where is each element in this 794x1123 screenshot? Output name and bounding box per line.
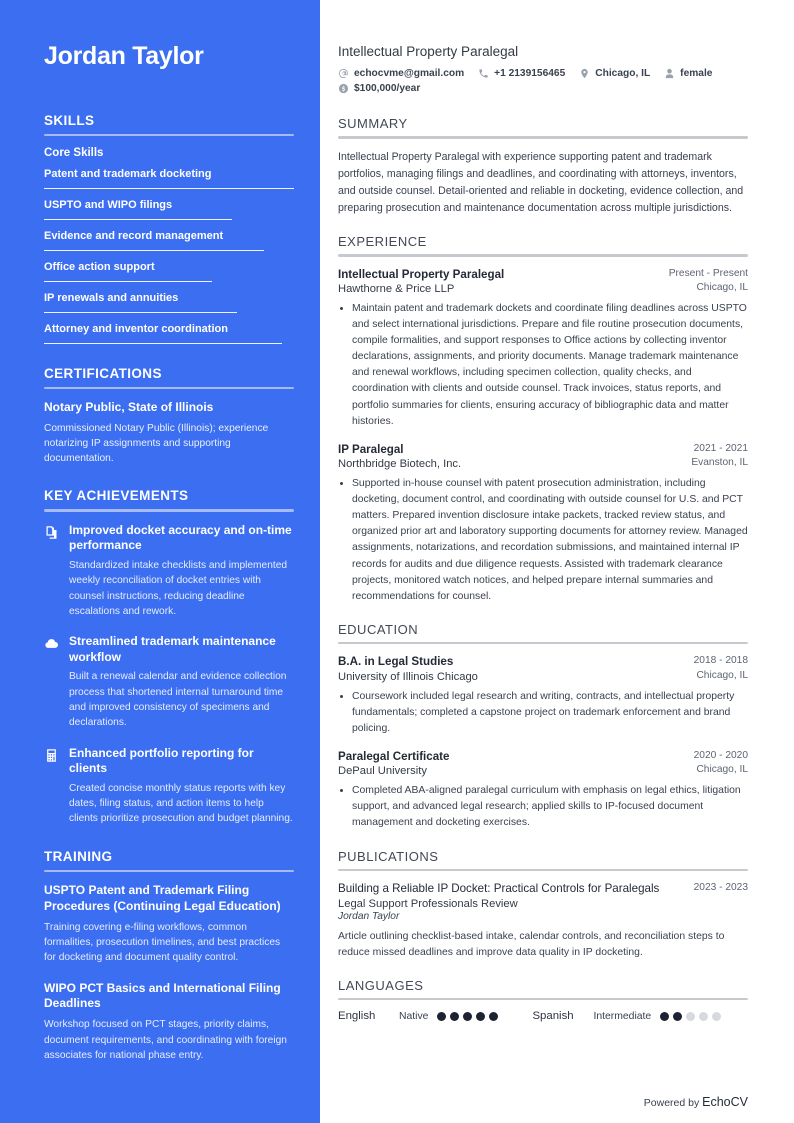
footer-branding bbox=[644, 1095, 748, 1109]
sidebar bbox=[0, 0, 320, 1123]
languages-list bbox=[338, 1010, 748, 1022]
summary-rule bbox=[338, 136, 748, 139]
training-heading: TRAINING bbox=[44, 848, 113, 864]
education-list bbox=[338, 654, 748, 831]
key-achievements-list bbox=[44, 523, 294, 827]
language-level-dot bbox=[437, 1012, 446, 1021]
key-achievement-title: Improved docket accuracy and on-time performance bbox=[69, 522, 292, 553]
entry-location: Chicago, IL bbox=[696, 669, 748, 681]
certifications-rule bbox=[44, 387, 294, 390]
language-level-dot bbox=[660, 1012, 669, 1021]
entry-title: IP Paralegal bbox=[338, 442, 404, 456]
entry-dates: Present - Present bbox=[668, 267, 748, 279]
key-achievement-description: Created concise monthly status reports with key dates, filing status, and action items to help clients prioritize prosecution and budget planning. bbox=[69, 782, 293, 825]
footer-brand: EchoCV bbox=[702, 1095, 748, 1109]
training-description: Workshop focused on PCT stages, priority claims, document requirements, and coordinating with foreign associates for national phase entry. bbox=[44, 1019, 287, 1061]
publication-dates: 2023 - 2023 bbox=[693, 882, 748, 894]
contact-item[interactable] bbox=[579, 68, 650, 79]
skill-level-bar bbox=[44, 312, 237, 313]
skill-label: Attorney and inventor coordination bbox=[44, 322, 228, 335]
skill-item bbox=[44, 230, 294, 251]
training-item bbox=[44, 981, 294, 1064]
entry-location: Chicago, IL bbox=[696, 281, 748, 293]
person-icon bbox=[664, 68, 675, 79]
language-level-dots bbox=[660, 1012, 721, 1021]
skill-item bbox=[44, 261, 294, 282]
entry-dates: 2021 - 2021 bbox=[693, 442, 748, 454]
contact-value: female bbox=[680, 68, 713, 79]
language-level-dot bbox=[476, 1012, 485, 1021]
sidebar-section-training bbox=[44, 849, 294, 1064]
skill-label: Patent and trademark docketing bbox=[44, 168, 212, 181]
bullet-item: • Maintain patent and trademark dockets and coordinate filing deadlines across USPTO and select international jurisdictions. Prepare and file routine prosecution documents, compile formalities, and support responses to Office actions by collecting inventor declarations, assignments, and priority documents. Manage trademark maintenance and renewal workflows, including specimen collection, quality checks, and coordination with clients and outside counsel. Track invoices, status reports, and portfolio summaries for clients, ensuring accuracy of bibliographic data and matter histories. bbox=[352, 301, 748, 430]
skill-level-bar bbox=[44, 250, 264, 251]
cloud-icon bbox=[44, 636, 59, 651]
skill-level-bar bbox=[44, 188, 294, 189]
contact-value: echocvme@gmail.com bbox=[354, 68, 465, 79]
language-level: Native bbox=[399, 1010, 429, 1022]
entry-title: B.A. in Legal Studies bbox=[338, 655, 454, 669]
sidebar-section-key-achievements bbox=[44, 488, 294, 826]
certification-item bbox=[44, 400, 294, 466]
publication-entry bbox=[338, 881, 748, 961]
contact-value: +1 2139156465 bbox=[494, 68, 566, 79]
key-achievement-title: Enhanced portfolio reporting for clients bbox=[69, 745, 254, 776]
bullet-item: • Coursework included legal research and writing, contracts, and intellectual property fundamentals; completed a capstone project on trademark enforcement and brand policing. bbox=[352, 689, 748, 737]
certification-name: Notary Public, State of Illinois bbox=[44, 400, 214, 415]
entry-title: Intellectual Property Paralegal bbox=[338, 267, 505, 281]
education-heading: EDUCATION bbox=[338, 621, 419, 637]
publication-author: Jordan Taylor bbox=[338, 910, 400, 922]
language-level-dots bbox=[437, 1012, 498, 1021]
location-pin-icon bbox=[579, 68, 590, 79]
candidate-name: Jordan Taylor bbox=[44, 42, 204, 70]
sidebar-section-certifications bbox=[44, 366, 294, 466]
languages-rule bbox=[338, 998, 748, 1001]
certifications-list bbox=[44, 400, 294, 466]
language-item bbox=[338, 1010, 498, 1022]
salary-icon bbox=[338, 83, 349, 94]
language-level-dot bbox=[463, 1012, 472, 1021]
training-title: WIPO PCT Basics and International Filing Deadlines bbox=[44, 980, 281, 1011]
training-list bbox=[44, 883, 294, 1063]
skill-label: Office action support bbox=[44, 261, 155, 274]
summary-heading: SUMMARY bbox=[338, 116, 408, 131]
training-rule bbox=[44, 870, 294, 873]
calculator-icon bbox=[44, 748, 59, 763]
job-headline: Intellectual Property Paralegal bbox=[338, 44, 519, 59]
skill-label: IP renewals and annuities bbox=[44, 292, 179, 304]
contact-value: $100,000/year bbox=[354, 83, 421, 94]
language-name: Spanish bbox=[532, 1010, 574, 1023]
publication-journal: Legal Support Professionals Review bbox=[338, 897, 518, 910]
skill-label: Evidence and record management bbox=[44, 230, 224, 243]
skill-item bbox=[44, 323, 294, 344]
entry-organization: Hawthorne & Price LLP bbox=[338, 282, 455, 295]
clipboard-copy-icon bbox=[44, 525, 59, 540]
contact-list bbox=[338, 68, 748, 94]
skill-label: USPTO and WIPO filings bbox=[44, 199, 173, 212]
experience-rule bbox=[338, 254, 748, 257]
skills-list bbox=[44, 168, 294, 344]
key-achievement-description: Built a renewal calendar and evidence collection process that shortened internal turnaround time and improved consistency of specimens and declarations. bbox=[69, 671, 287, 729]
key-achievement-item bbox=[44, 634, 294, 730]
language-level-dot bbox=[673, 1012, 682, 1021]
training-title: USPTO Patent and Trademark Filing Procedures (Continuing Legal Education) bbox=[44, 883, 281, 913]
skills-group-label: Core Skills bbox=[44, 147, 104, 160]
language-level-dot bbox=[712, 1012, 721, 1021]
entry-title: Paralegal Certificate bbox=[338, 750, 450, 764]
email-icon bbox=[338, 68, 349, 79]
language-name: English bbox=[338, 1010, 376, 1023]
sidebar-section-skills bbox=[44, 113, 294, 344]
key-achievement-description: Standardized intake checklists and implemented weekly reconciliation of docket entries with counsel instructions, reducing deadline escalations and rework. bbox=[69, 559, 288, 617]
key-achievements-heading: KEY ACHIEVEMENTS bbox=[44, 488, 189, 504]
languages-heading: LANGUAGES bbox=[338, 977, 424, 993]
training-item bbox=[44, 883, 294, 966]
entry-bullets bbox=[338, 301, 748, 430]
section-experience bbox=[338, 234, 748, 605]
contact-item[interactable] bbox=[338, 68, 464, 79]
certifications-heading: CERTIFICATIONS bbox=[44, 365, 162, 381]
publications-list bbox=[338, 881, 748, 961]
education-entry bbox=[338, 749, 748, 832]
key-achievement-item bbox=[44, 523, 294, 619]
training-description: Training covering e-filing workflows, common formalities, prosecution timelines, and best practices for docketing and document quality control. bbox=[44, 921, 281, 964]
contact-item[interactable] bbox=[478, 68, 565, 79]
experience-entry bbox=[338, 267, 748, 430]
skill-level-bar bbox=[44, 281, 212, 282]
skill-level-bar bbox=[44, 219, 232, 220]
skills-heading: SKILLS bbox=[44, 112, 95, 128]
key-achievement-title: Streamlined trademark maintenance workflow bbox=[69, 634, 276, 664]
entry-organization: Northbridge Biotech, Inc. bbox=[338, 457, 462, 470]
entry-dates: 2020 - 2020 bbox=[693, 750, 748, 762]
entry-organization: DePaul University bbox=[338, 765, 427, 778]
publication-title: Building a Reliable IP Docket: Practical Controls for Paralegals bbox=[338, 882, 660, 896]
language-level-dot bbox=[489, 1012, 498, 1021]
experience-list bbox=[338, 267, 748, 605]
language-level: Intermediate bbox=[593, 1010, 652, 1022]
main-column bbox=[320, 0, 794, 1123]
language-level-dot bbox=[686, 1012, 695, 1021]
entry-dates: 2018 - 2018 bbox=[693, 655, 748, 667]
footer-prefix: Powered by bbox=[643, 1097, 703, 1109]
entry-location: Evanston, IL bbox=[691, 456, 748, 468]
language-level-dot bbox=[450, 1012, 459, 1021]
key-achievement-item bbox=[44, 746, 294, 827]
certification-description: Commissioned Notary Public (Illinois); experience notarizing IP assignments and supporting documentation. bbox=[44, 422, 269, 465]
language-level-dot bbox=[699, 1012, 708, 1021]
contact-value: Chicago, IL bbox=[595, 68, 651, 79]
entry-bullets bbox=[338, 689, 748, 737]
entry-location: Chicago, IL bbox=[696, 764, 748, 776]
experience-entry bbox=[338, 442, 748, 605]
section-summary bbox=[338, 116, 748, 217]
bullet-item: • Supported in-house counsel with patent prosecution administration, including docketing, document control, and coordinating with outside counsel for U.S. and PCT matters. Prepared invention disclosure intake packets, tracked review status, and organized prior art and laboratory supporting documents for attorney review. Managed assignments, notarizations, and recordation submissions, and maintained internal IP records for audits and due diligence requests. Assisted with trademark clearance projects, monitored watch notices, and helped prepare internal summaries and recommendations for counsel. bbox=[352, 476, 748, 605]
experience-heading: EXPERIENCE bbox=[338, 234, 427, 250]
publications-heading: PUBLICATIONS bbox=[338, 848, 439, 864]
contact-item[interactable] bbox=[664, 68, 712, 79]
skill-item bbox=[44, 292, 294, 313]
phone-icon bbox=[478, 68, 489, 79]
skills-rule bbox=[44, 134, 294, 137]
language-item bbox=[532, 1010, 721, 1022]
publications-rule bbox=[338, 869, 748, 872]
skill-item bbox=[44, 199, 294, 220]
education-entry bbox=[338, 654, 748, 737]
bullet-item: • Completed ABA-aligned paralegal curriculum with emphasis on legal ethics, litigation support, and advanced legal research; applied skills to IP-focused document management and docketing exercises. bbox=[352, 783, 748, 831]
skill-item bbox=[44, 168, 294, 189]
education-rule bbox=[338, 642, 748, 645]
section-education bbox=[338, 622, 748, 832]
contact-item[interactable] bbox=[338, 83, 420, 94]
section-languages bbox=[338, 978, 748, 1023]
key-achievements-rule bbox=[44, 509, 294, 512]
summary-text: Intellectual Property Paralegal with experience supporting patent and trademark portfolios, managing filings and deadlines, and coordinating with attorneys, inventors, and outside counsel. Detail-oriented and reliable in docketing, evidence collection, and preparing prosecution and maintenance documentation across multiple jurisdictions. bbox=[338, 150, 744, 214]
entry-bullets bbox=[338, 783, 748, 831]
section-publications bbox=[338, 849, 748, 961]
publication-description: Article outlining checklist-based intake, calendar controls, and reconciliation steps to reduce missed deadlines and improve data quality in IP docketing. bbox=[338, 930, 725, 958]
entry-organization: University of Illinois Chicago bbox=[338, 670, 478, 683]
skill-level-bar bbox=[44, 343, 282, 344]
entry-bullets bbox=[338, 476, 748, 605]
